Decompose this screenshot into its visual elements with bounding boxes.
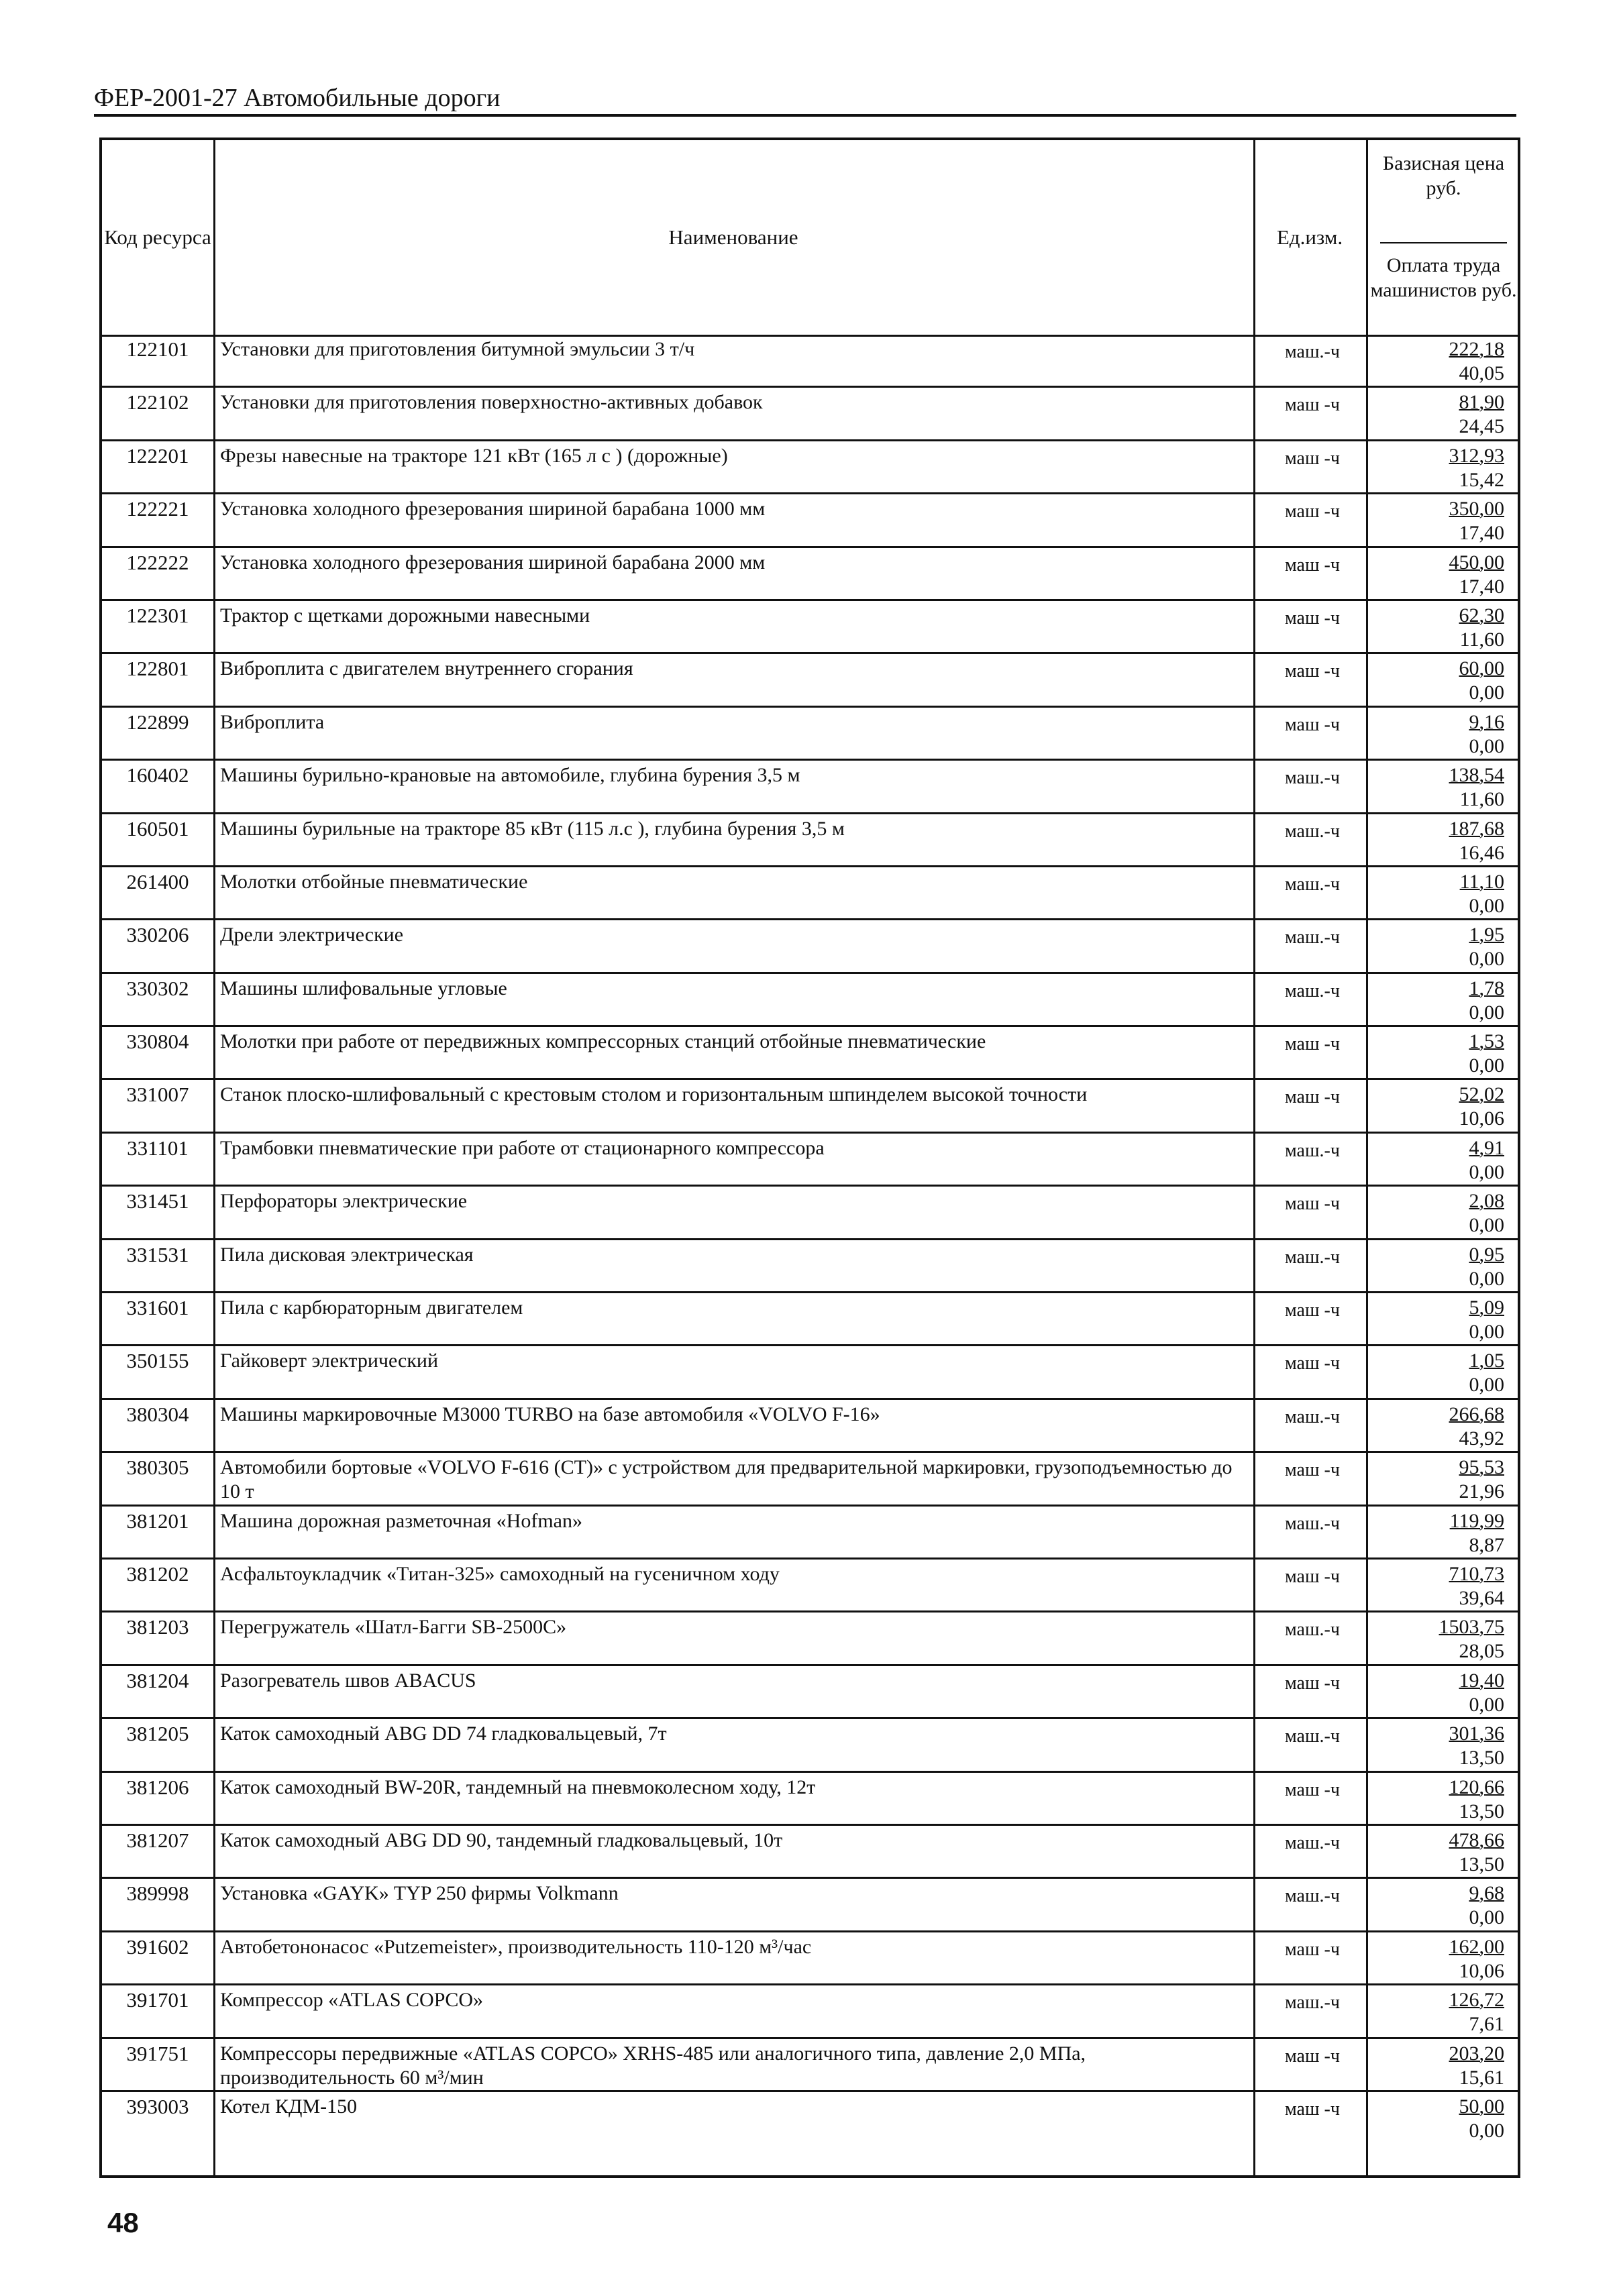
- base-price: 710,73: [1449, 1562, 1504, 1585]
- resource-unit: маш.-ч: [1285, 820, 1340, 842]
- base-price: 60,00: [1459, 657, 1504, 680]
- resource-name: Каток самоходный ABG DD 90, тандемный гладковальцевый, 10т: [220, 1828, 783, 1851]
- resource-table: [99, 138, 1520, 2178]
- base-price: 119,99: [1449, 1509, 1504, 1532]
- table-row: [102, 1240, 1518, 1293]
- resource-name: Дрели электрические: [220, 924, 404, 946]
- base-price: 222,18: [1449, 338, 1504, 360]
- resource-unit: маш.-ч: [1285, 1246, 1340, 1268]
- resource-price-cell: [1449, 1722, 1505, 1770]
- operator-labor-cost: 17,40: [1459, 575, 1504, 598]
- operator-labor-cost: 0,00: [1469, 1267, 1504, 1290]
- resource-name: Автомобили бортовые «VOLVO F-616 (CT)» с устройством для предварительной маркировки, грузоподъемностью до 10 т: [220, 1456, 1233, 1503]
- resource-code: 330206: [126, 923, 189, 947]
- table-row: [102, 1134, 1518, 1187]
- base-price: 478,66: [1449, 1828, 1504, 1851]
- resource-price-cell: [1459, 1456, 1505, 1504]
- table-row: [102, 494, 1518, 547]
- resource-code: 261400: [126, 869, 189, 893]
- operator-labor-cost: 10,06: [1459, 1107, 1504, 1130]
- base-price: 5,09: [1469, 1297, 1504, 1319]
- resource-price-cell: [1449, 763, 1505, 812]
- base-price: 81,90: [1459, 391, 1504, 414]
- header-price: [1368, 140, 1519, 335]
- resource-code: 122201: [126, 443, 189, 468]
- operator-labor-cost: 8,87: [1469, 1533, 1504, 1556]
- table-row: [102, 335, 1518, 388]
- base-price: 0,95: [1469, 1243, 1504, 1266]
- resource-code: 122101: [126, 337, 189, 361]
- table-row: [102, 601, 1518, 654]
- operator-labor-cost: 0,00: [1469, 681, 1504, 704]
- operator-labor-cost: 0,00: [1469, 2119, 1504, 2142]
- table-row: [102, 654, 1518, 707]
- base-price: 1,95: [1469, 924, 1504, 946]
- resource-unit: маш -ч: [1285, 1460, 1340, 1481]
- table-row: [102, 867, 1518, 920]
- operator-labor-cost: 21,96: [1459, 1480, 1504, 1503]
- resource-price-cell: [1469, 977, 1505, 1025]
- operator-labor-cost: 24,45: [1459, 415, 1504, 438]
- resource-name: Машины маркировочные M3000 TURBO на базе автомобиля «VOLVO F-16»: [220, 1403, 880, 1425]
- table-row: [102, 708, 1518, 761]
- operator-labor-cost: 13,50: [1459, 1747, 1504, 1769]
- table-row: [102, 814, 1518, 867]
- resource-unit: маш.-ч: [1285, 1885, 1340, 1907]
- resource-unit: маш.-ч: [1285, 1992, 1340, 2014]
- resource-unit: маш -ч: [1285, 1193, 1340, 1215]
- resource-unit: маш -ч: [1285, 1779, 1340, 1800]
- resource-name: Трактор с щетками дорожными навесными: [220, 604, 590, 626]
- page-header: [94, 79, 1516, 117]
- resource-code: 391701: [126, 1988, 189, 2012]
- resource-name: Котел КДМ-150: [220, 2095, 358, 2118]
- resource-code: 160402: [126, 763, 189, 787]
- resource-code: 331601: [126, 1296, 189, 1320]
- resource-price-cell: [1449, 1988, 1505, 2036]
- resource-unit: маш.-ч: [1285, 767, 1340, 789]
- operator-labor-cost: 0,00: [1469, 734, 1504, 757]
- resource-unit: маш -ч: [1285, 1353, 1340, 1374]
- resource-price-cell: [1469, 1881, 1505, 1930]
- operator-labor-cost: 17,40: [1459, 522, 1504, 545]
- resource-price-cell: [1459, 657, 1505, 705]
- resource-code: 393003: [126, 2094, 189, 2118]
- resource-price-cell: [1449, 2042, 1505, 2090]
- base-price: 19,40: [1459, 1669, 1504, 1692]
- resource-code: 330302: [126, 976, 189, 1000]
- resource-unit: маш -ч: [1285, 1672, 1340, 1694]
- operator-labor-cost: 10,06: [1459, 1959, 1504, 1982]
- resource-code: 381206: [126, 1775, 189, 1799]
- base-price: 187,68: [1449, 817, 1504, 840]
- resource-name: Станок плоско-шлифовальный с крестовым столом и горизонтальным шпинделем высокой точности: [220, 1083, 1088, 1106]
- resource-price-cell: [1469, 710, 1505, 759]
- operator-labor-cost: 0,00: [1469, 948, 1504, 971]
- resource-price-cell: [1449, 551, 1505, 599]
- base-price: 52,02: [1459, 1083, 1504, 1106]
- operator-labor-cost: 13,50: [1459, 1853, 1504, 1875]
- resource-code: 122102: [126, 390, 189, 415]
- operator-labor-cost: 0,00: [1469, 1374, 1504, 1397]
- base-price: 4,91: [1469, 1136, 1504, 1159]
- base-price: 1,05: [1469, 1350, 1504, 1372]
- resource-code: 350155: [126, 1349, 189, 1373]
- resource-code: 331451: [126, 1189, 189, 1213]
- resource-unit: маш.-ч: [1285, 1619, 1340, 1641]
- resource-name: Разогреватель швов ABACUS: [220, 1669, 476, 1692]
- base-price: 162,00: [1449, 1935, 1504, 1958]
- table-header: [102, 140, 1518, 337]
- resource-unit: маш.-ч: [1285, 873, 1340, 895]
- resource-price-cell: [1469, 1296, 1505, 1344]
- base-price: 120,66: [1449, 1775, 1504, 1798]
- table-row: [102, 1826, 1518, 1879]
- resource-name: Фрезы навесные на тракторе 121 кВт (165 л с ) (дорожные): [220, 444, 728, 467]
- resource-unit: маш -ч: [1285, 661, 1340, 682]
- header-name: Наименование: [668, 225, 798, 249]
- resource-name: Гайковерт электрический: [220, 1350, 439, 1372]
- resource-name: Машина дорожная разметочная «Hofman»: [220, 1509, 582, 1532]
- resource-name: Установки для приготовления битумной эмульсии 3 т/ч: [220, 338, 695, 360]
- table-row: [102, 1985, 1518, 2038]
- base-price: 9,68: [1469, 1882, 1504, 1905]
- resource-name: Молотки отбойные пневматические: [220, 870, 528, 893]
- table-row: [102, 548, 1518, 601]
- resource-unit: маш -ч: [1285, 447, 1340, 469]
- table-row: [102, 1187, 1518, 1240]
- resource-unit: маш.-ч: [1285, 1406, 1340, 1427]
- operator-labor-cost: 28,05: [1459, 1640, 1504, 1663]
- resource-name: Машины бурильные на тракторе 85 кВт (115 л.с ), глубина бурения 3,5 м: [220, 817, 845, 840]
- resource-unit: маш -ч: [1285, 714, 1340, 735]
- operator-labor-cost: 16,46: [1459, 841, 1504, 864]
- table-row: [102, 388, 1518, 441]
- table-row: [102, 1612, 1518, 1665]
- header-price-labor: Оплата труда машинистов руб.: [1370, 254, 1517, 301]
- resource-unit: маш -ч: [1285, 2098, 1340, 2120]
- table-row: [102, 1346, 1518, 1399]
- table-row: [102, 1773, 1518, 1826]
- resource-unit: маш -ч: [1285, 1087, 1340, 1108]
- table-body: [102, 335, 1518, 2166]
- resource-code: 381204: [126, 1668, 189, 1692]
- operator-labor-cost: 0,00: [1469, 1214, 1504, 1237]
- resource-code: 122221: [126, 497, 189, 521]
- resource-code: 380304: [126, 1402, 189, 1426]
- resource-code: 122801: [126, 657, 189, 681]
- operator-labor-cost: 0,00: [1469, 1321, 1504, 1344]
- base-price: 1,78: [1469, 977, 1504, 999]
- resource-name: Виброплита с двигателем внутреннего сгорания: [220, 657, 633, 680]
- resource-code: 381202: [126, 1562, 189, 1586]
- resource-name: Асфальтоукладчик «Титан-325» самоходный на гусеничном ходу: [220, 1562, 780, 1585]
- resource-unit: маш.-ч: [1285, 341, 1340, 362]
- resource-code: 389998: [126, 1881, 189, 1906]
- resource-price-cell: [1449, 1403, 1505, 1451]
- header-unit: Ед.изм.: [1276, 225, 1343, 249]
- operator-labor-cost: 39,64: [1459, 1586, 1504, 1609]
- table-row: [102, 1719, 1518, 1772]
- operator-labor-cost: 15,61: [1459, 2066, 1504, 2089]
- operator-labor-cost: 13,50: [1459, 1800, 1504, 1822]
- resource-price-cell: [1469, 1349, 1505, 1397]
- resource-code: 160501: [126, 816, 189, 840]
- table-row: [102, 1560, 1518, 1612]
- resource-name: Перегружатель «Шатл-Багги SB-2500C»: [220, 1616, 567, 1639]
- base-price: 350,00: [1449, 498, 1504, 521]
- resource-price-cell: [1449, 1935, 1505, 1983]
- resource-code: 381205: [126, 1722, 189, 1746]
- resource-price-cell: [1449, 1828, 1505, 1877]
- resource-unit: маш -ч: [1285, 607, 1340, 628]
- table-row: [102, 1507, 1518, 1560]
- resource-unit: маш -ч: [1285, 394, 1340, 416]
- resource-price-cell: [1449, 444, 1505, 492]
- base-price: 138,54: [1449, 764, 1504, 787]
- base-price: 301,36: [1449, 1723, 1504, 1745]
- resource-unit: маш -ч: [1285, 1938, 1340, 1960]
- table-row: [102, 920, 1518, 973]
- resource-price-cell: [1469, 1136, 1505, 1185]
- base-price: 95,53: [1459, 1456, 1504, 1479]
- resource-code: 391602: [126, 1934, 189, 1959]
- resource-code: 381201: [126, 1509, 189, 1533]
- resource-unit: маш -ч: [1285, 2045, 1340, 2067]
- resource-price-cell: [1450, 1509, 1504, 1557]
- resource-code: 122899: [126, 710, 189, 734]
- header-code: Код ресурса: [104, 225, 211, 249]
- resource-code: 331007: [126, 1083, 189, 1107]
- base-price: 266,68: [1449, 1403, 1504, 1425]
- resource-unit: маш -ч: [1285, 501, 1340, 523]
- resource-price-cell: [1459, 604, 1505, 652]
- resource-unit: маш -ч: [1285, 1566, 1340, 1587]
- resource-price-cell: [1449, 1562, 1505, 1610]
- base-price: 1503,75: [1439, 1616, 1504, 1639]
- resource-code: 330804: [126, 1030, 189, 1054]
- resource-name: Молотки при работе от передвижных компрессорных станций отбойные пневматические: [220, 1030, 986, 1053]
- resource-code: 122301: [126, 603, 189, 627]
- resource-unit: маш.-ч: [1285, 1513, 1340, 1534]
- resource-unit: маш.-ч: [1285, 1140, 1340, 1161]
- table-row: [102, 1879, 1518, 1932]
- base-price: 11,10: [1459, 870, 1504, 893]
- operator-labor-cost: 0,00: [1469, 1906, 1504, 1929]
- resource-name: Пила дисковая электрическая: [220, 1243, 474, 1266]
- resource-price-cell: [1459, 1669, 1505, 1717]
- header-price-base: Базисная цена руб.: [1382, 152, 1505, 199]
- operator-labor-cost: 0,00: [1469, 894, 1504, 917]
- resource-code: 331531: [126, 1242, 189, 1266]
- resource-price-cell: [1469, 1030, 1505, 1078]
- resource-name: Установки для приготовления поверхностно-активных добавок: [220, 391, 763, 414]
- table-row: [102, 761, 1518, 814]
- resource-name: Перфораторы электрические: [220, 1190, 468, 1213]
- resource-price-cell: [1459, 390, 1505, 439]
- operator-labor-cost: 0,00: [1469, 1001, 1504, 1024]
- resource-price-cell: [1469, 1243, 1505, 1291]
- resource-price-cell: [1469, 923, 1505, 971]
- table-row: [102, 1932, 1518, 1985]
- base-price: 1,53: [1469, 1030, 1504, 1053]
- operator-labor-cost: 0,00: [1469, 1054, 1504, 1077]
- resource-code: 391751: [126, 2041, 189, 2065]
- resource-name: Трамбовки пневматические при работе от стационарного компрессора: [220, 1136, 825, 1159]
- resource-name: Установка холодного фрезерования шириной барабана 2000 мм: [220, 551, 766, 573]
- resource-price-cell: [1439, 1615, 1505, 1663]
- operator-labor-cost: 0,00: [1469, 1160, 1504, 1183]
- header-rule: [94, 114, 1516, 117]
- resource-name: Машины бурильно-крановые на автомобиле, глубина бурения 3,5 м: [220, 764, 800, 787]
- base-price: 450,00: [1449, 551, 1504, 573]
- base-price: 62,30: [1459, 604, 1504, 626]
- resource-price-cell: [1449, 817, 1505, 865]
- resource-name: Установка «GAYK» TYP 250 фирмы Volkmann: [220, 1882, 619, 1905]
- resource-name: Машины шлифовальные угловые: [220, 977, 507, 999]
- resource-unit: маш.-ч: [1285, 1832, 1340, 1853]
- document-title: ФЕР-2001-27 Автомобильные дороги: [94, 84, 501, 112]
- resource-name: Каток самоходный ABG DD 74 гладковальцевый, 7т: [220, 1723, 667, 1745]
- base-price: 9,16: [1469, 710, 1504, 733]
- resource-name: Виброплита: [220, 710, 325, 733]
- header-price-rule: [1380, 242, 1507, 243]
- table-row: [102, 2092, 1518, 2166]
- operator-labor-cost: 11,60: [1459, 628, 1504, 651]
- operator-labor-cost: 11,60: [1459, 788, 1504, 811]
- resource-unit: маш.-ч: [1285, 927, 1340, 948]
- resource-price-cell: [1459, 2095, 1505, 2143]
- resource-price-cell: [1449, 497, 1505, 545]
- resource-unit: маш -ч: [1285, 1034, 1340, 1055]
- operator-labor-cost: 40,05: [1459, 362, 1504, 384]
- operator-labor-cost: 15,42: [1459, 468, 1504, 491]
- resource-name: Установка холодного фрезерования шириной барабана 1000 мм: [220, 498, 766, 521]
- resource-code: 380305: [126, 1456, 189, 1480]
- resource-code: 122222: [126, 550, 189, 574]
- base-price: 312,93: [1449, 444, 1504, 467]
- resource-price-cell: [1460, 870, 1504, 918]
- page-number: 48: [107, 2207, 139, 2238]
- resource-name: Автобетононасос «Putzemeister», производительность 110-120 м³/час: [220, 1935, 812, 1958]
- base-price: 50,00: [1459, 2095, 1504, 2118]
- base-price: 2,08: [1469, 1190, 1504, 1213]
- resource-name: Компрессор «ATLAS COPCO»: [220, 1989, 484, 2012]
- base-price: 126,72: [1449, 1989, 1504, 2012]
- resource-name: Пила с карбюраторным двигателем: [220, 1297, 523, 1319]
- table-row: [102, 1453, 1518, 1506]
- table-row: [102, 1666, 1518, 1719]
- resource-price-cell: [1449, 337, 1505, 386]
- operator-labor-cost: 43,92: [1459, 1427, 1504, 1450]
- table-row: [102, 1293, 1518, 1346]
- base-price: 203,20: [1449, 2042, 1504, 2065]
- resource-price-cell: [1469, 1189, 1505, 1238]
- table-row: [102, 1080, 1518, 1133]
- resource-unit: маш.-ч: [1285, 980, 1340, 1001]
- resource-code: 381207: [126, 1828, 189, 1852]
- table-row: [102, 441, 1518, 494]
- resource-code: 381203: [126, 1615, 189, 1639]
- resource-code: 331101: [127, 1136, 189, 1160]
- table-row: [102, 974, 1518, 1027]
- resource-unit: маш -ч: [1285, 554, 1340, 576]
- resource-price-cell: [1459, 1083, 1505, 1131]
- table-row: [102, 2039, 1518, 2092]
- resource-unit: маш.-ч: [1285, 1726, 1340, 1747]
- resource-name: Компрессоры передвижные «ATLAS COPCO» XRHS-485 или аналогичного типа, давление 2,0 МПа, производительность 60 м³/мин: [220, 2042, 1086, 2089]
- table-row: [102, 1027, 1518, 1080]
- resource-name: Каток самоходный BW-20R, тандемный на пневмоколесном ходу, 12т: [220, 1775, 816, 1798]
- operator-labor-cost: 7,61: [1469, 2013, 1504, 2036]
- table-row: [102, 1400, 1518, 1453]
- resource-unit: маш -ч: [1285, 1300, 1340, 1321]
- operator-labor-cost: 0,00: [1469, 1693, 1504, 1716]
- resource-price-cell: [1449, 1775, 1505, 1824]
